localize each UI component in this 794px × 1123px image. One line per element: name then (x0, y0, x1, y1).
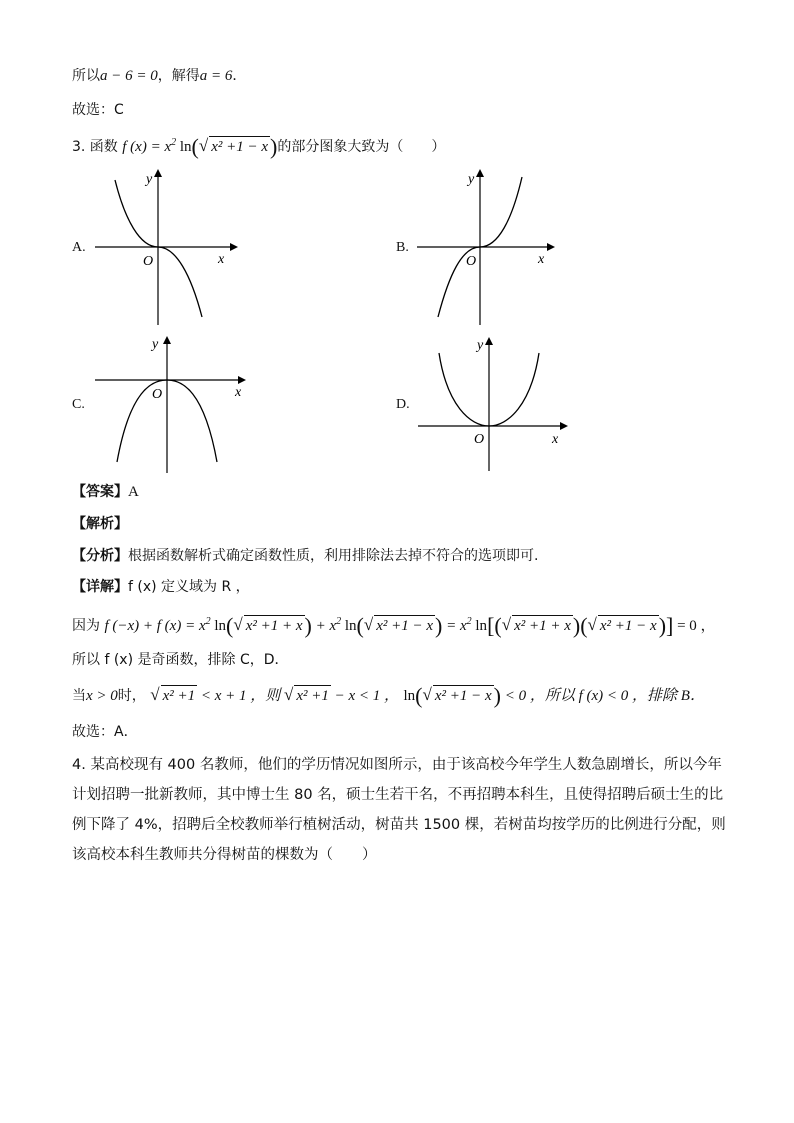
sqrt-expr: x² +1 + x (512, 615, 573, 636)
question-4: 4. 某高校现有 400 名教师，他们的学历情况如图所示，由于该高校今年学生人数急剧增长，所以今年计划招聘一批新教师，其中博士生 80 名，硕士生若干名，不再招聘本科生，且使得招聘后硕士生的比例下降了 4%，招聘后全校教师举行植树活动，树苗共 1500 棵，若树苗均按学历的比例进行分配，则该高校本科生教师共分得树苗的棵数为（ ） (72, 757, 726, 863)
solution-line-1 (72, 66, 246, 86)
origin-label: O (143, 254, 154, 269)
ln-text: ln (403, 688, 416, 704)
option-b-label: B. (396, 240, 409, 255)
inequality: < 0 ，所以 f (x) < 0 ，排除 B． (500, 688, 705, 704)
odd-proof-line: 因为 f (−x) + f $(x) = x^2$ ln(√ $x^2 +1 + x) + x^2$ ln(√ $x^2 +1 - x) = x^2$ ln[(√ x² +1 + x)(√ x² +1 − x)] = 0 ， (72, 613, 716, 638)
sqrt-expr: x² +1 − x (598, 615, 659, 636)
fenxi-line (72, 546, 538, 566)
sqrt-expr: x² +1 + x (244, 615, 305, 636)
inequality-line: 当x > 0时， √ x² +1 < x + 1 ，则 √ x² +1 − x < 1 ， ln(√ x² +1 − x) < 0 ，所以 f (x) < 0 ，排除 B． (72, 683, 705, 708)
sqrt-expr: x² +1 − x (209, 136, 270, 157)
sqrt-expr: x² +1 − x (433, 685, 494, 706)
analysis-tag: 【解析】 (72, 516, 128, 532)
condition: x > 0 (86, 688, 118, 704)
text: ，解得 (157, 68, 200, 84)
sqrt-expr: x² +1 (294, 685, 331, 706)
choice-line-prev: 故选：C (72, 102, 124, 118)
origin-label: O (152, 387, 163, 402)
text: 时， (117, 688, 146, 704)
option-a-label: A. (72, 240, 86, 255)
y-axis-label: y (468, 172, 475, 187)
xiangjie-line (72, 577, 250, 597)
x-axis-label: x (218, 252, 225, 267)
answer-line (72, 482, 139, 502)
text: 当 (72, 688, 86, 704)
y-axis-label: y (152, 337, 159, 352)
text: ． (232, 68, 247, 84)
q3-function: f $(x) = x^2$ (122, 137, 177, 155)
ln-text: ln (176, 139, 192, 155)
option-d-label: D. (396, 397, 410, 412)
origin-label: O (474, 432, 485, 447)
equation-end: = 0 ， (673, 618, 716, 634)
option-c-label: C. (72, 397, 85, 412)
domain-text: f (x) 定义域为 R ， (128, 579, 250, 595)
text: 因为 (72, 618, 100, 634)
equation: a − 6 = 0 (100, 68, 158, 84)
sqrt-expr: x² +1 − x (374, 615, 435, 636)
graph-a (90, 165, 240, 325)
odd-conclusion: 所以 f (x) 是奇函数，排除 C，D． (72, 652, 289, 668)
x-axis-label: x (235, 385, 242, 400)
graph-c (90, 330, 250, 475)
text: 所以 (72, 68, 100, 84)
answer-tag: 【答案】 (72, 484, 128, 500)
question-number: 3. 函数 (72, 139, 118, 155)
question-3: 3. 函数 f $(x) = x^2$ ln(√ x² +1 − x)的部分图象大致为（ ） (72, 134, 446, 159)
fenxi-tag: 【分析】 (72, 548, 128, 564)
graph-b (412, 165, 562, 325)
inequality: − x < 1 ， (330, 688, 400, 704)
xiangjie-tag: 【详解】 (72, 579, 128, 595)
answer-value: A (128, 484, 139, 500)
x-axis-label: x (552, 432, 559, 447)
equation-lhs: f (−x) + f $(x) = x^2$ (104, 616, 211, 634)
x-axis-label: x (538, 252, 545, 267)
choice-line: 故选：A． (72, 724, 138, 740)
y-axis-label: y (477, 338, 484, 353)
fenxi-text: 根据函数解析式确定函数性质，利用排除法去掉不符合的选项即可. (128, 548, 539, 564)
equation: a = 6 (199, 68, 233, 84)
inequality: < x + 1 ，则 (197, 688, 285, 704)
y-axis-label: y (146, 172, 153, 187)
sqrt-expr: x² +1 (161, 685, 198, 706)
graph-d (415, 333, 575, 473)
analysis-heading (72, 514, 128, 534)
origin-label: O (466, 254, 477, 269)
question-text: 的部分图象大致为（ ） (277, 139, 446, 155)
